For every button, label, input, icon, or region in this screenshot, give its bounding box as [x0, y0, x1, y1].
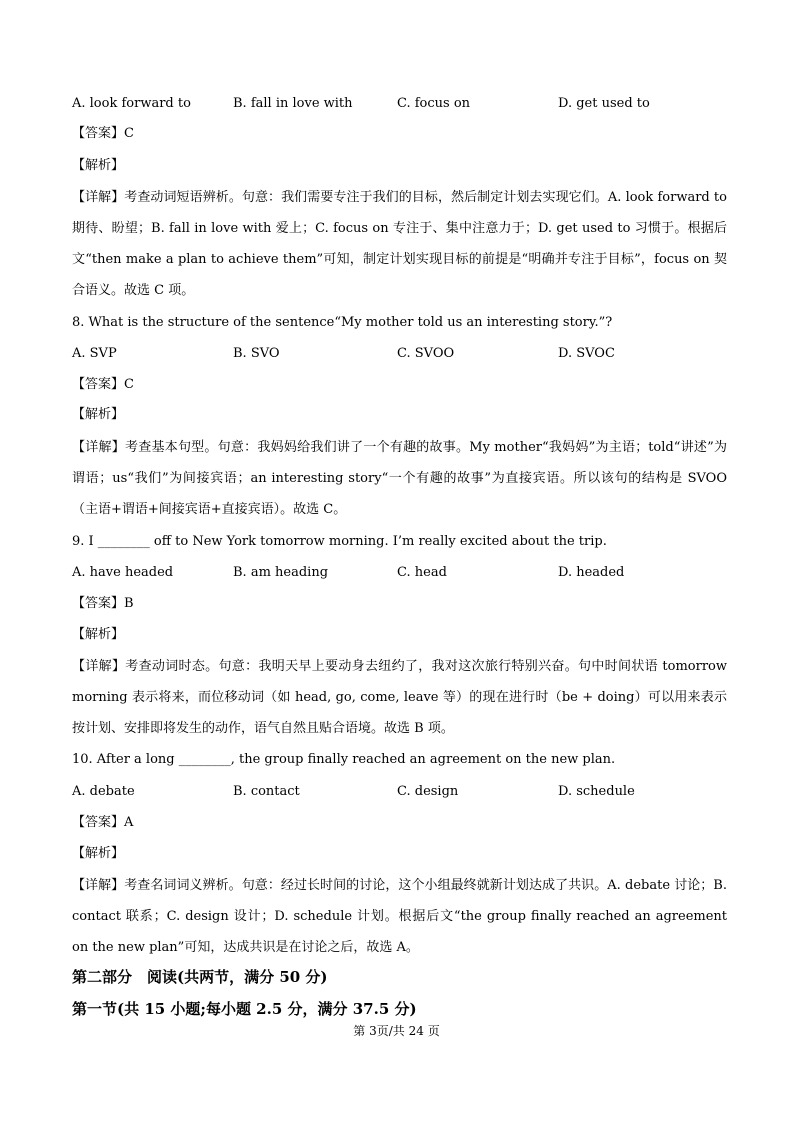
q9-analysis-label: 【解析】 [72, 627, 125, 642]
q9-detail: 【详解】考查动词时态。句意：我明天早上要动身去纽约了，我对这次旅行特别兴奋。句中时间状语 tomorrow morning 表示将来，而位移动词（如 head, go, come, leave 等）的现在进行时（be + doing）可以用来表示按计划、安排即将发生的动作，语气自然且贴合语境。故选 B 项。 [72, 659, 727, 736]
q7-option-a: A. look forward to [72, 96, 191, 111]
q8-analysis-label: 【解析】 [72, 407, 125, 422]
q7-option-c: C. focus on [397, 96, 471, 111]
q7-analysis-label: 【解析】 [72, 158, 125, 173]
q10-option-a: A. debate [72, 784, 135, 799]
q9-option-d: D. headed [558, 565, 625, 580]
q8-option-d: D. SVOC [558, 346, 615, 361]
q8-detail: 【详解】考查基本句型。句意：我妈妈给我们讲了一个有趣的故事。My mother“我妈妈”为主语；told“讲述”为谓语；us“我们”为间接宾语；an interesting story“一个有趣的故事”为直接宾语。所以该句的结构是 SVOO（主语+谓语+间接宾语+直接宾语）。故选 C。 [72, 440, 727, 517]
q10-option-d: D. schedule [558, 784, 635, 799]
q8-stem: 8. What is the structure of the sentence“My mother told us an interesting story.”? [72, 315, 613, 330]
q7-answer: 【答案】C [72, 126, 134, 141]
q10-option-c: C. design [397, 784, 459, 799]
q9-option-c: C. head [397, 565, 447, 580]
q10-analysis-label: 【解析】 [72, 846, 125, 861]
q8-option-a: A. SVP [72, 346, 117, 361]
q10-answer: 【答案】A [72, 815, 134, 830]
page-number-footer: 第 3页/共 24 页 [353, 1024, 440, 1038]
q7-option-d: D. get used to [558, 96, 650, 111]
q7-detail: 【详解】考查动词短语辨析。句意：我们需要专注于我们的目标，然后制定计划去实现它们。A. look forward to 期待、盼望；B. fall in love with 爱上；C. focus on 专注于、集中注意力于；D. get used to 习惯于。根据后文“then make a plan to achieve them”可知，制定计划实现目标的前提是“明确并专注于目标”，focus on 契合语义。故选 C 项。 [72, 190, 727, 298]
q8-option-c: C. SVOO [397, 346, 455, 361]
q10-option-b: B. contact [233, 784, 300, 799]
q9-option-b: B. am heading [233, 565, 329, 580]
section-one-heading: 第一节(共 15 小题;每小题 2.5 分，满分 37.5 分) [72, 1000, 417, 1018]
q10-stem: 10. After a long ________, the group finally reached an agreement on the new plan. [72, 752, 616, 767]
q9-option-a: A. have headed [72, 565, 174, 580]
q10-detail: 【详解】考查名词词义辨析。句意：经过长时间的讨论，这个小组最终就新计划达成了共识。A. debate 讨论；B. contact 联系；C. design 设计；D. schedule 计划。根据后文“the group finally reached an agreement on the new plan”可知，达成共识是在讨论之后，故选 A。 [72, 878, 727, 955]
q8-answer: 【答案】C [72, 377, 134, 392]
q9-stem: 9. I ________ off to New York tomorrow morning. I’m really excited about the trip. [72, 534, 607, 549]
q9-answer: 【答案】B [72, 596, 134, 611]
q7-option-b: B. fall in love with [233, 96, 353, 111]
section-part-two-heading: 第二部分 阅读(共两节，满分 50 分) [72, 968, 328, 986]
q8-option-b: B. SVO [233, 346, 280, 361]
